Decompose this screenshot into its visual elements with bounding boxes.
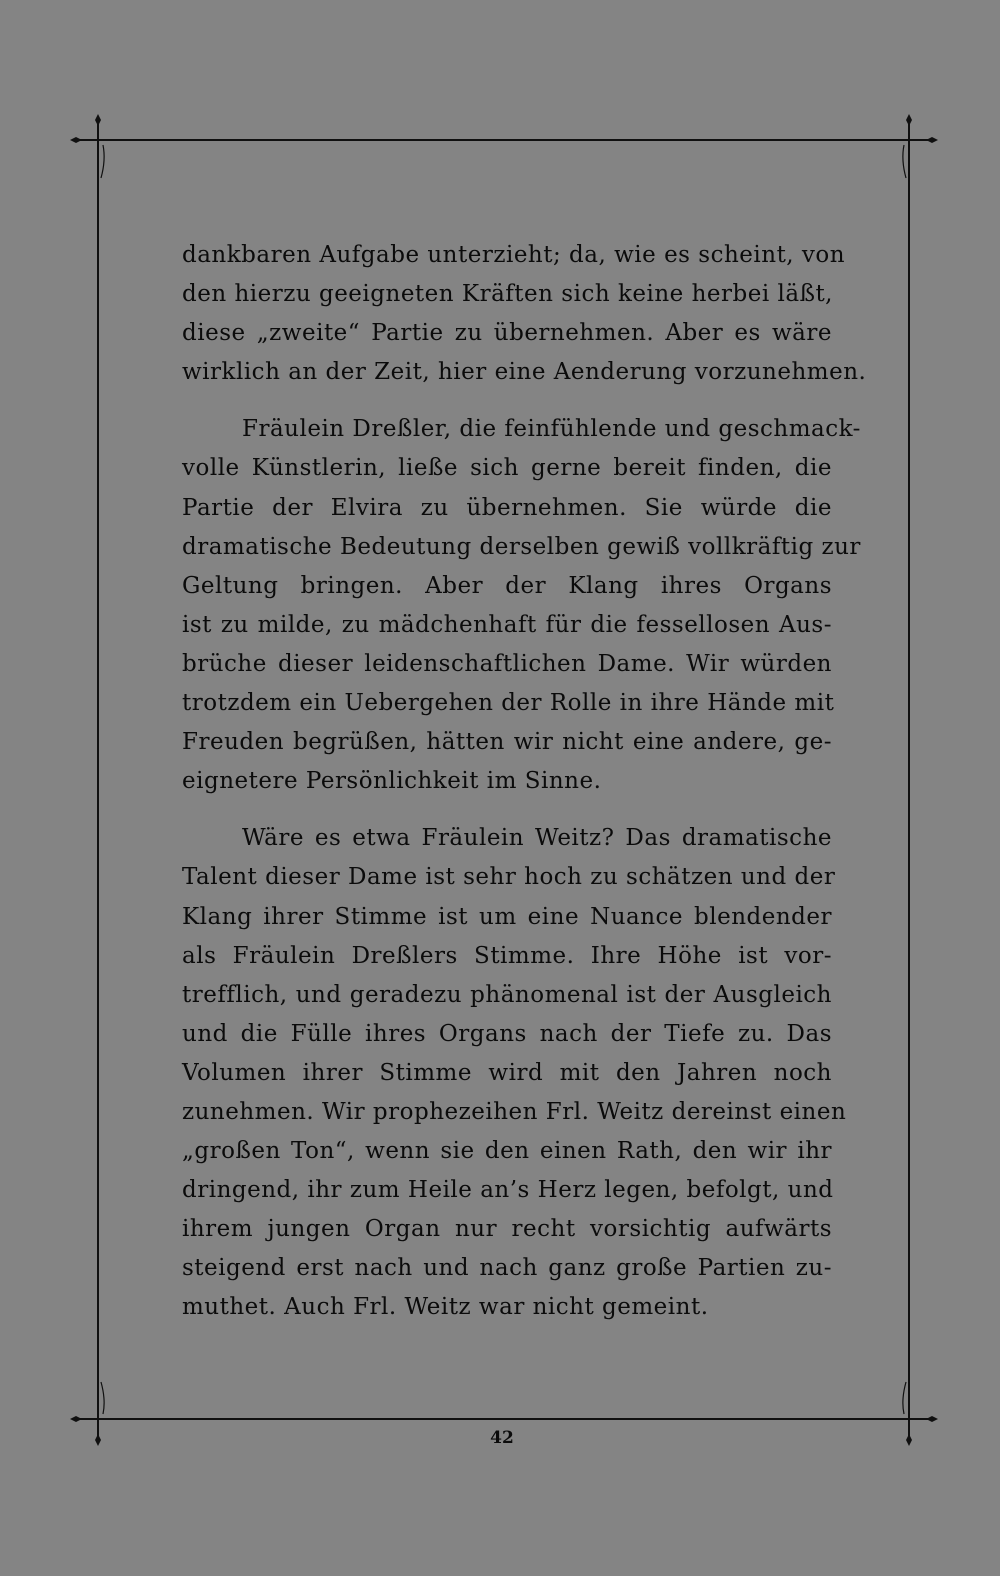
paragraph-3 <box>182 819 847 1327</box>
text-line: Wäre es etwa Fräulein Weitz? Das dramatische <box>242 825 832 852</box>
text-line: dringend, ihr zum Heile an’s Herz legen, befolgt, und <box>182 1177 834 1204</box>
text-line: und die Fülle ihres Organs nach der Tiefe zu. Das <box>182 1020 832 1047</box>
text-line: Geltung bringen. Aber der Klang ihres Organs <box>182 572 832 599</box>
text-line: trefflich, und geradezu phänomenal ist der Ausgleich <box>182 981 832 1008</box>
text-line: eignetere Persönlichkeit im Sinne. <box>182 768 602 795</box>
paragraph-gap <box>182 392 832 410</box>
text-line: ihrem jungen Organ nur recht vorsichtig aufwärts <box>182 1216 832 1243</box>
paragraph-2 <box>182 410 861 801</box>
body-text <box>182 236 867 1328</box>
text-line: diese „zweite“ Partie zu übernehmen. Aber es wäre <box>182 320 832 347</box>
text-line: Freuden begrüßen, hätten wir nicht eine andere, ge- <box>182 729 832 756</box>
text-line: wirklich an der Zeit, hier eine Aenderung vorzunehmen. <box>182 359 867 386</box>
text-line: als Fräulein Dreßlers Stimme. Ihre Höhe ist vor- <box>182 942 832 969</box>
text-line: Volumen ihrer Stimme wird mit den Jahren noch <box>182 1059 832 1086</box>
text-line: ist zu milde, zu mädchenhaft für die fessellosen Aus- <box>182 611 832 638</box>
paragraph-1 <box>182 236 867 392</box>
text-line: muthet. Auch Frl. Weitz war nicht gemeint. <box>182 1294 709 1321</box>
text-line: dramatische Bedeutung derselben gewiß vollkräftig zur <box>182 533 861 560</box>
text-line: dankbaren Aufgabe unterzieht; da, wie es scheint, von <box>182 242 846 268</box>
text-line: volle Künstlerin, ließe sich gerne bereit finden, die <box>182 455 832 482</box>
paragraph-gap <box>182 801 832 819</box>
text-line: brüche dieser leidenschaftlichen Dame. Wir würden <box>182 650 832 677</box>
text-line: Partie der Elvira zu übernehmen. Sie würde die <box>182 494 832 521</box>
text-line: Fräulein Dreßler, die feinfühlende und geschmack- <box>242 416 861 443</box>
text-line: den hierzu geeigneten Kräften sich keine herbei läßt, <box>182 281 833 308</box>
text-line: Talent dieser Dame ist sehr hoch zu schätzen und der <box>182 864 836 891</box>
text-line: trotzdem ein Uebergehen der Rolle in ihre Hände mit <box>182 690 835 717</box>
text-line: zunehmen. Wir prophezeihen Frl. Weitz dereinst einen <box>182 1098 847 1125</box>
text-line: steigend erst nach und nach ganz große Partien zu- <box>182 1255 832 1282</box>
page-number: 42 <box>490 1428 514 1448</box>
text-line: Klang ihrer Stimme ist um eine Nuance blendender <box>182 903 832 930</box>
text-line: „großen Ton“, wenn sie den einen Rath, den wir ihr <box>182 1138 832 1165</box>
